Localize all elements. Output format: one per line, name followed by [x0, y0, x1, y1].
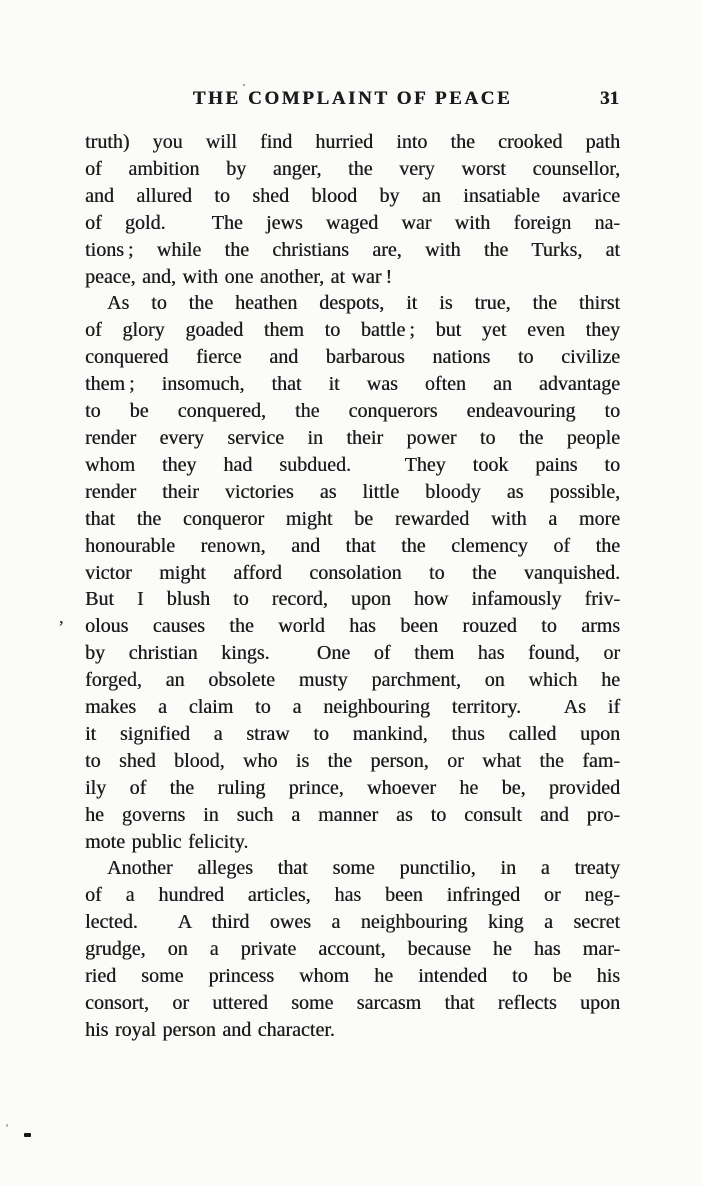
text-line: to be conquered, the conquerors endeavouring to [85, 400, 620, 423]
text-line: whom they had subdued. They took pains to [85, 453, 620, 476]
text-line: of a hundred articles, has been infringed or neg- [85, 884, 620, 907]
text-line: lected. A third owes a neighbouring king a secret [85, 911, 620, 934]
text-line: of gold. The jews waged war with foreign na- [85, 211, 620, 234]
text-line: it signified a straw to mankind, thus called upon [85, 722, 620, 745]
text-line: that the conqueror might be rewarded with a more [85, 507, 620, 530]
text-line: them ; insomuch, that it was often an advantage [85, 373, 620, 396]
text-block [85, 129, 620, 1044]
text-line: his royal person and character. [85, 1018, 335, 1041]
text-line: tions ; while the christians are, with the Turks, at [85, 238, 620, 261]
text-line: render their victories as little bloody as possible, [85, 480, 620, 503]
running-header [85, 88, 620, 112]
text-line: truth) you will find hurried into the crooked path [85, 131, 620, 153]
scan-speck [243, 84, 245, 86]
scan-speck: ’ [58, 617, 64, 637]
scan-speck [24, 1133, 31, 1137]
page-title: THE COMPLAINT OF PEACE [192, 88, 513, 109]
scan-speck [6, 1124, 8, 1127]
text-line: he governs in such a manner as to consult and pro- [85, 803, 620, 826]
text-line: grudge, on a private account, because he has mar- [85, 938, 620, 961]
text-line: victor might afford consolation to the vanquished. [85, 561, 620, 584]
text-line: But I blush to record, upon how infamously friv- [85, 588, 620, 611]
text-line: ried some princess whom he intended to be his [85, 965, 620, 988]
text-line: makes a claim to a neighbouring territory. As if [85, 696, 620, 719]
text-line: As to the heathen despots, it is true, the thirst [107, 292, 620, 315]
text-line: Another alleges that some punctilio, in a treaty [107, 857, 620, 880]
text-line: of glory goaded them to battle ; but yet even they [85, 319, 620, 342]
text-line: honourable renown, and that the clemency of the [85, 534, 620, 557]
text-line: to shed blood, who is the person, or what the fam- [85, 749, 620, 772]
text-line: olous causes the world has been rouzed to arms [85, 615, 620, 638]
text-line: conquered fierce and barbarous nations to civilize [85, 346, 620, 369]
text-line: and allured to shed blood by an insatiable avarice [85, 184, 620, 207]
text-line: consort, or uttered some sarcasm that reflects upon [85, 992, 620, 1014]
text-line: forged, an obsolete musty parchment, on which he [85, 669, 620, 692]
text-line: ily of the ruling prince, whoever he be, provided [85, 776, 620, 799]
text-line: mote public felicity. [85, 830, 249, 853]
text-line: render every service in their power to the people [85, 426, 620, 449]
text-line: by christian kings. One of them has found, or [85, 642, 620, 665]
text-line: of ambition by anger, the very worst counsellor, [85, 157, 620, 180]
text-line: peace, and, with one another, at war ! [85, 265, 393, 288]
page-number: 31 [600, 88, 619, 109]
